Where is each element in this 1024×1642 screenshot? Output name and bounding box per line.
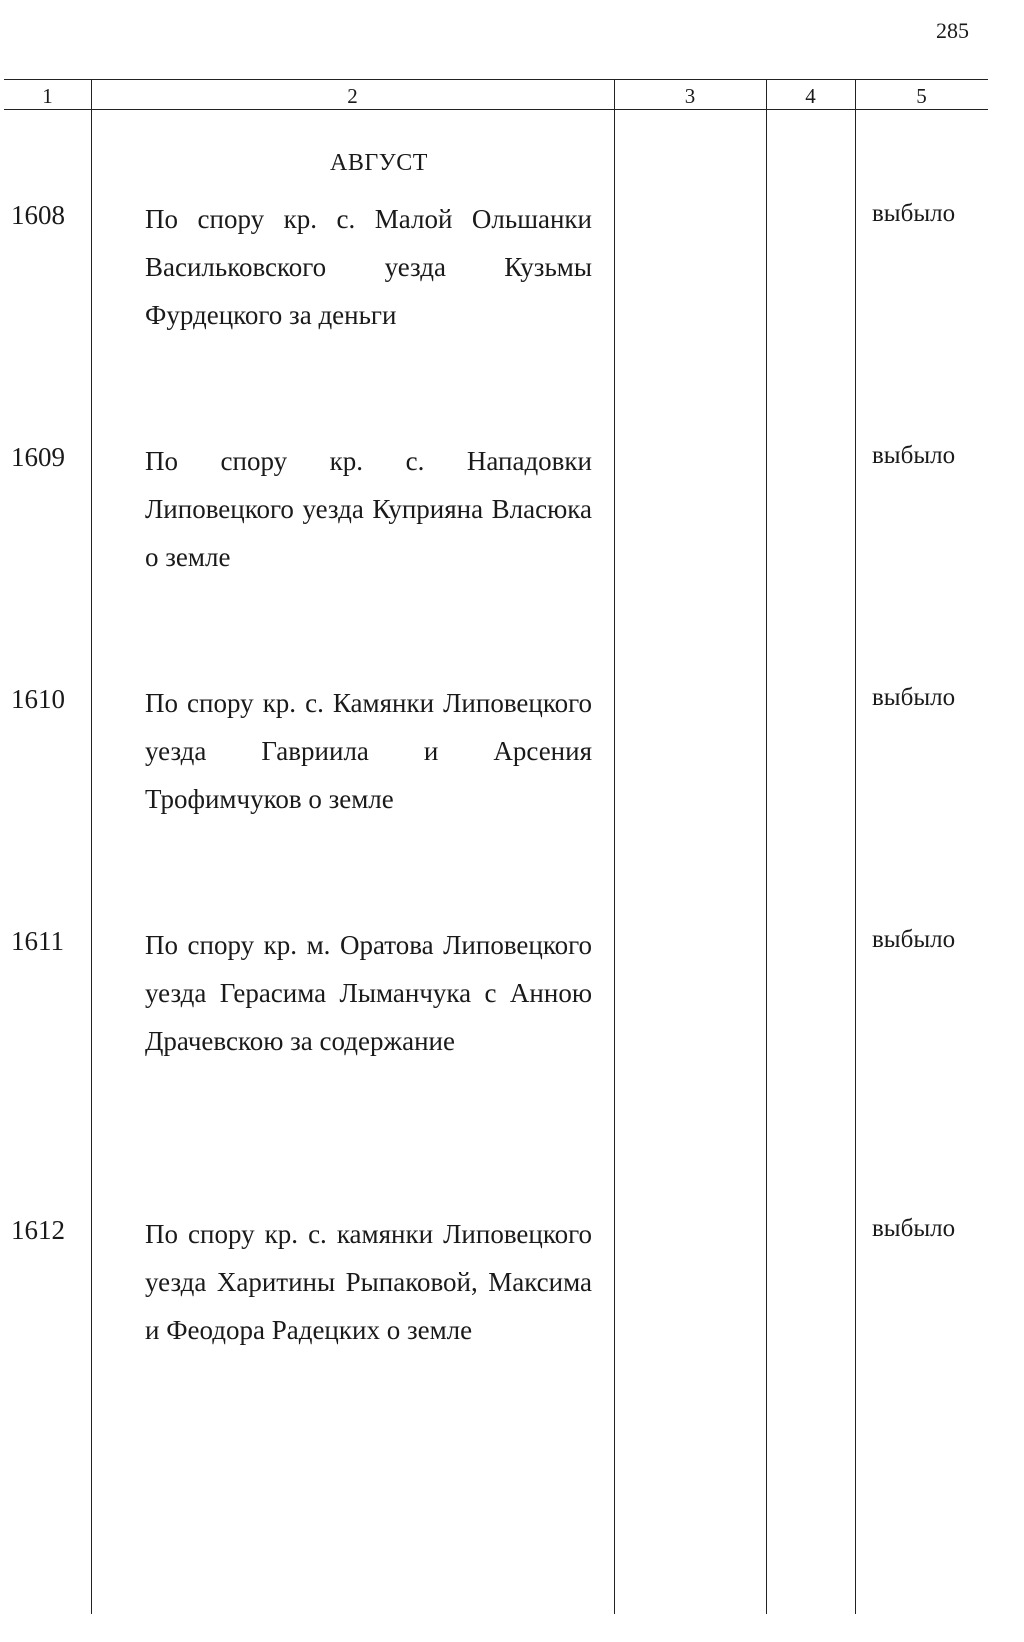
entry-description: По спору кр. м. Оратова Липовецкого уезда Герасима Лыманчука с Анною Драчевскою за содержание (145, 930, 592, 1056)
section-title: АВГУСТ (330, 150, 428, 176)
entry-id: 1611 (11, 926, 64, 956)
entry-description: По спору кр. с. Малой Ольшанки Васильковского уезда Кузьмы Фурдецкого за деньги (145, 204, 592, 330)
column-header-2: 2 (347, 84, 358, 108)
entry-status: выбыло (872, 684, 956, 711)
entry-description: По спору кр. с. Камянки Липовецкого уезда Гавриила и Арсения Трофимчуков о земле (145, 688, 592, 814)
column-divider-2-3 (614, 79, 615, 1614)
page-number: 285 (936, 18, 969, 43)
column-divider-3-4 (766, 79, 767, 1614)
column-header-5: 5 (916, 84, 927, 108)
entry-status: выбыло (872, 926, 956, 953)
entry-status: выбыло (872, 200, 956, 227)
table-header-rule (4, 109, 988, 110)
entry-id: 1610 (11, 684, 65, 714)
entry-description: По спору кр. с. камянки Липовецкого уезда Харитины Рыпаковой, Максима и Феодора Радецких о земле (145, 1219, 592, 1345)
entry-description: По спору кр. с. Нападовки Липовецкого уезда Куприяна Власюка о земле (145, 446, 592, 572)
entry-status: выбыло (872, 1215, 956, 1242)
column-header-3: 3 (684, 84, 696, 108)
entry-id: 1608 (11, 200, 65, 230)
column-header-1: 1 (42, 84, 53, 108)
column-header-4: 4 (805, 84, 816, 108)
column-divider-1-2 (91, 79, 92, 1614)
entry-id: 1612 (11, 1215, 65, 1245)
table-top-rule (4, 79, 988, 80)
entry-id: 1609 (11, 442, 65, 472)
entry-status: выбыло (872, 442, 956, 469)
column-divider-4-5 (855, 79, 856, 1614)
